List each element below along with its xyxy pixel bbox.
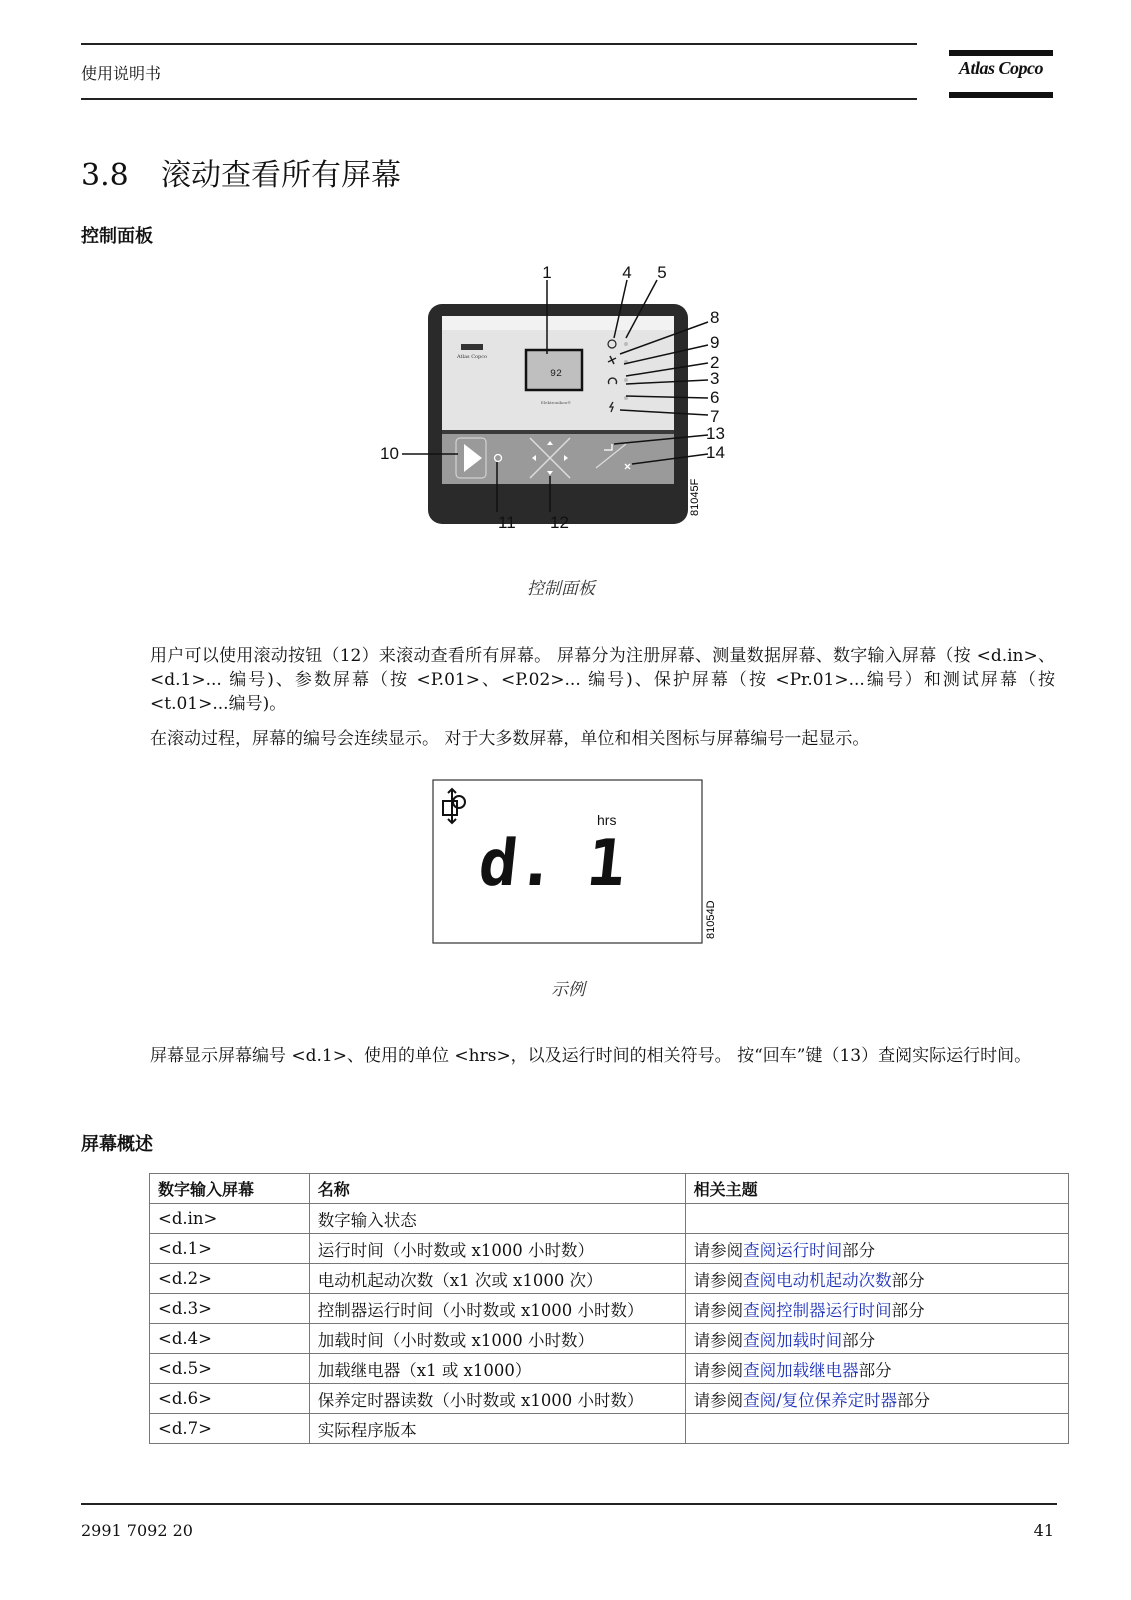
header-rule-bottom — [81, 98, 917, 100]
screen-code: <d.in> — [150, 1204, 310, 1234]
screen-name: 数字输入状态 — [309, 1204, 685, 1234]
callout-14: 14 — [706, 443, 725, 462]
callout-3: 3 — [710, 369, 720, 388]
screen-name: 保养定时器读数（小时数或 x1000 小时数） — [309, 1384, 685, 1414]
related-topic: 请参阅查阅加载时间部分 — [685, 1324, 1068, 1354]
callout-4: 4 — [622, 263, 632, 282]
screen-name: 加载时间（小时数或 x1000 小时数） — [309, 1324, 685, 1354]
related-topic: 请参阅查阅控制器运行时间部分 — [685, 1294, 1068, 1324]
callout-10: 10 — [380, 444, 399, 463]
logo-text: Atlas Copco — [958, 58, 1043, 78]
paragraph-2: 在滚动过程，屏幕的编号会连续显示。 对于大多数屏幕，单位和相关图标与屏幕编号一起显示。 — [150, 729, 870, 749]
panel-lcd-value: 92 — [549, 369, 563, 380]
panel-brand-text: Atlas Copco — [456, 354, 488, 360]
screen-name: 控制器运行时间（小时数或 x1000 小时数） — [309, 1294, 685, 1324]
overview-table — [149, 1173, 1069, 1444]
control-panel-figure — [380, 258, 740, 548]
example-display-figure — [432, 779, 722, 945]
related-topic: 请参阅查阅/复位保养定时器部分 — [685, 1384, 1068, 1414]
table-row — [150, 1354, 1069, 1384]
screen-name: 运行时间（小时数或 x1000 小时数） — [309, 1234, 685, 1264]
topic-link[interactable]: 查阅电动机起动次数 — [743, 1270, 892, 1290]
example-caption: 示例 — [551, 980, 585, 1000]
callout-5: 5 — [657, 263, 667, 282]
related-topic — [685, 1414, 1068, 1444]
table-row — [150, 1264, 1069, 1294]
table-header-row — [150, 1174, 1069, 1204]
screen-name: 电动机起动次数（x1 次或 x1000 次） — [309, 1264, 685, 1294]
related-topic: 请参阅查阅加载继电器部分 — [685, 1354, 1068, 1384]
callout-12: 12 — [550, 513, 569, 532]
screen-name: 实际程序版本 — [309, 1414, 685, 1444]
callout-7: 7 — [710, 407, 720, 426]
screen-code: <d.2> — [150, 1264, 310, 1294]
paragraph-1: 用户可以使用滚动按钮（12）来滚动查看所有屏幕。 屏幕分为注册屏幕、测量数据屏幕、数字输入屏幕（按 <d.in>、<d.1>... 编号)、参数屏幕（按 <P.01>、<P.02>... 编号)、保护屏幕（按 <Pr.01>...编号）和测试屏幕（按 <t.01>...编号)。 — [150, 646, 1055, 714]
callout-2: 2 — [710, 353, 720, 372]
scroll-paragraph — [150, 727, 1055, 751]
callout-13: 13 — [706, 424, 725, 443]
screen-code: <d.3> — [150, 1294, 310, 1324]
section-title: 滚动查看所有屏幕 — [161, 158, 401, 193]
topic-link[interactable]: 查阅运行时间 — [743, 1240, 843, 1260]
header-rule-top — [81, 43, 917, 45]
column-header-name: 名称 — [309, 1174, 685, 1204]
control-panel-heading: 控制面板 — [81, 226, 153, 247]
example-screen-digit: 1 — [583, 826, 630, 901]
table-row — [150, 1384, 1069, 1414]
related-topic — [685, 1204, 1068, 1234]
screen-name: 加载继电器（x1 或 x1000） — [309, 1354, 685, 1384]
screen-code: <d.6> — [150, 1384, 310, 1414]
page-number: 41 — [1033, 1521, 1054, 1540]
related-topic: 请参阅查阅电动机起动次数部分 — [685, 1264, 1068, 1294]
callout-9: 9 — [710, 333, 720, 352]
screen-code: <d.7> — [150, 1414, 310, 1444]
intro-paragraph — [150, 644, 1055, 716]
callout-1: 1 — [542, 263, 552, 282]
table-row — [150, 1324, 1069, 1354]
screen-code: <d.5> — [150, 1354, 310, 1384]
table-row — [150, 1414, 1069, 1444]
table-row — [150, 1204, 1069, 1234]
paragraph-3: 屏幕显示屏幕编号 <d.1>、使用的单位 <hrs>，以及运行时间的相关符号。 按“回车”键（13）查阅实际运行时间。 — [150, 1046, 1032, 1066]
control-panel-caption: 控制面板 — [527, 579, 595, 599]
screen-code: <d.4> — [150, 1324, 310, 1354]
document-title: 使用说明书 — [81, 64, 162, 83]
section-number: 3.8 — [81, 158, 129, 193]
example-unit: hrs — [597, 812, 617, 828]
example-screen-code: d. — [475, 826, 561, 901]
example-figure-code: 81054D — [705, 900, 717, 939]
table-row — [150, 1294, 1069, 1324]
column-header-topic: 相关主题 — [685, 1174, 1068, 1204]
callout-11: 11 — [498, 513, 516, 532]
related-topic: 请参阅查阅运行时间部分 — [685, 1234, 1068, 1264]
panel-figure-code: 81045F — [689, 478, 701, 516]
table-row — [150, 1234, 1069, 1264]
document-number: 2991 7092 20 — [81, 1521, 193, 1540]
topic-link[interactable]: 查阅/复位保养定时器 — [743, 1390, 898, 1410]
example-display-frame — [433, 780, 702, 943]
svg-text:Elektronikon®: Elektronikon® — [540, 400, 572, 405]
overview-heading: 屏幕概述 — [81, 1134, 153, 1155]
section-heading — [81, 150, 401, 194]
example-paragraph — [150, 1044, 1055, 1068]
footer-rule — [81, 1503, 1057, 1505]
callout-6: 6 — [710, 388, 720, 407]
topic-link[interactable]: 查阅控制器运行时间 — [743, 1300, 892, 1320]
topic-link[interactable]: 查阅加载继电器 — [743, 1360, 859, 1380]
screen-code: <d.1> — [150, 1234, 310, 1264]
topic-link[interactable]: 查阅加载时间 — [743, 1330, 843, 1350]
column-header-screen: 数字输入屏幕 — [150, 1174, 310, 1204]
callout-8: 8 — [710, 308, 720, 327]
atlas-copco-logo — [949, 50, 1053, 100]
